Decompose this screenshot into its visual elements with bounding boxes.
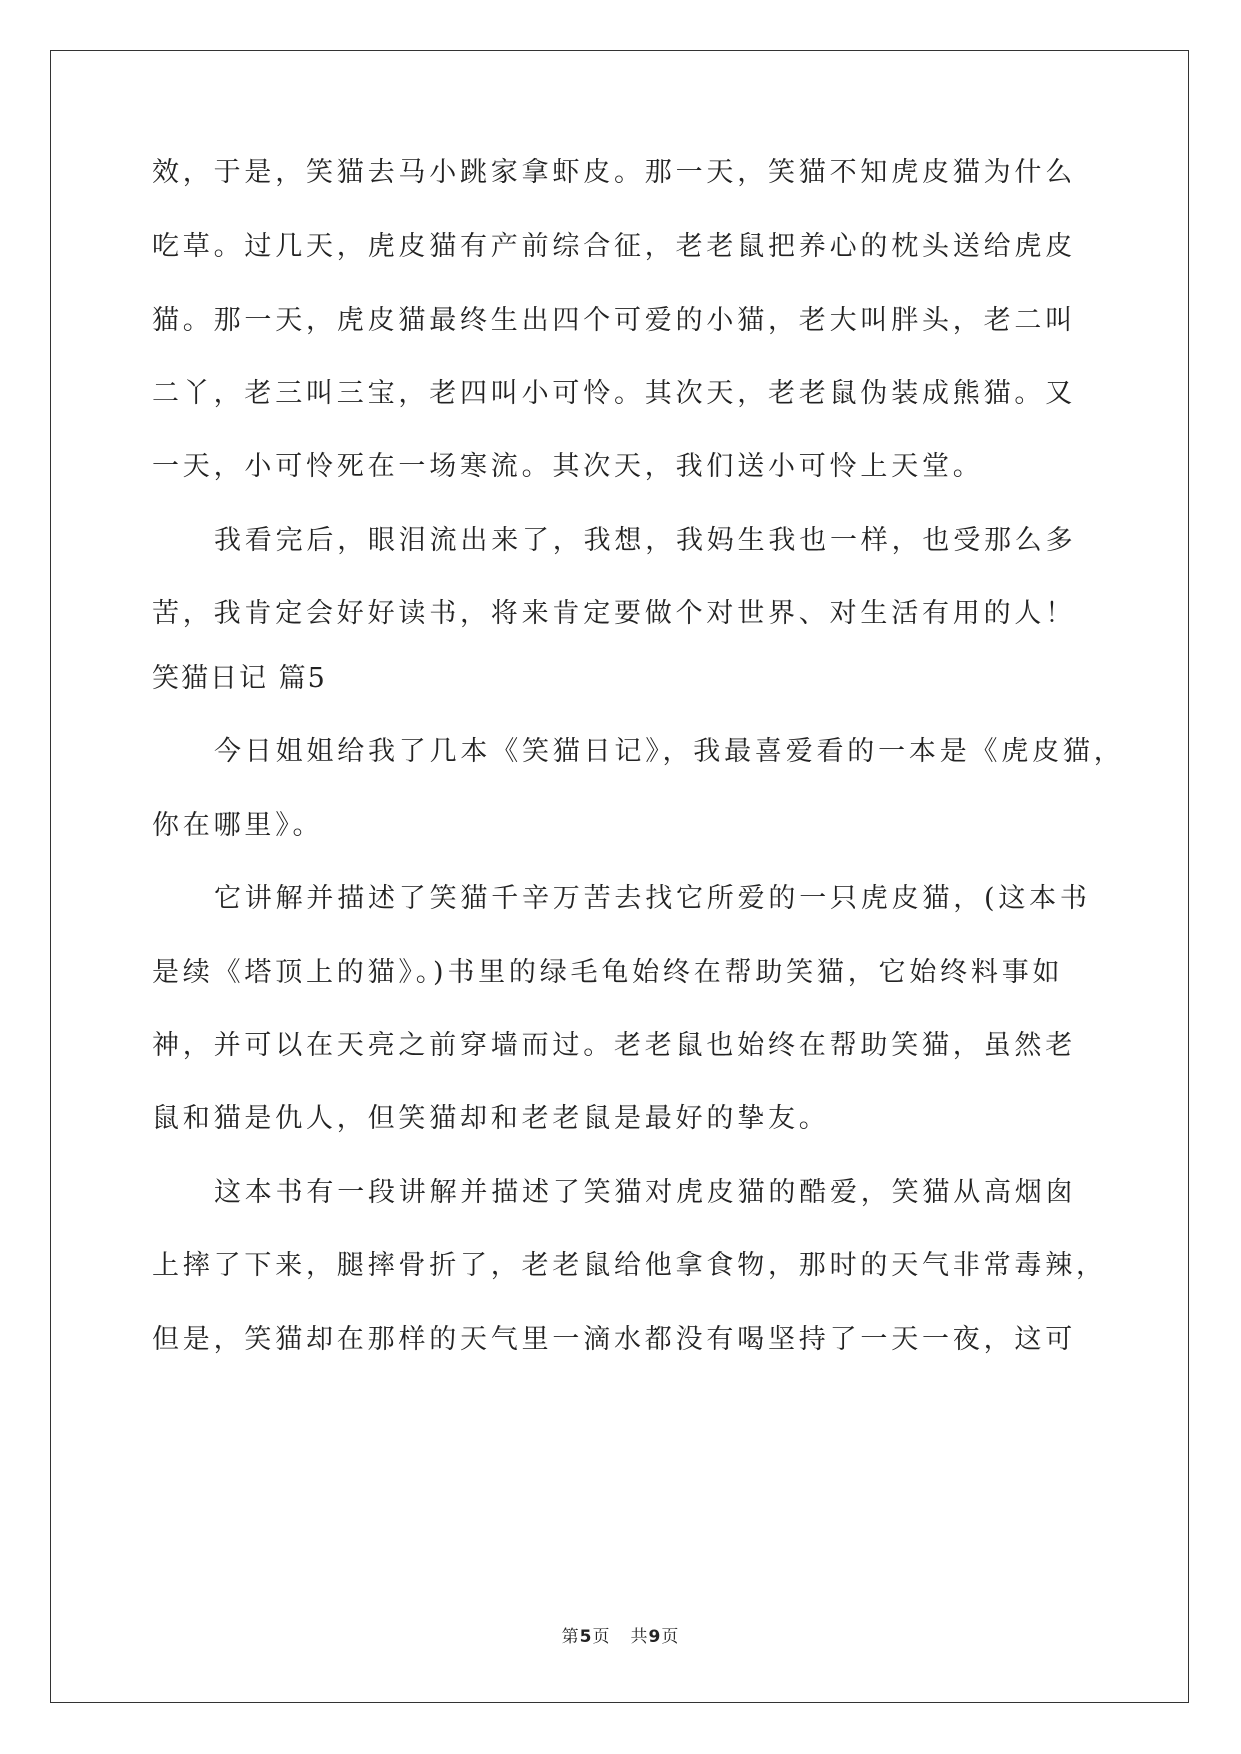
body-text-line: 你在哪里》。 <box>152 810 324 841</box>
body-text-line: 二丫，老三叫三宝，老四叫小可怜。其次天，老老鼠伪装成熊猫。又 <box>152 378 1076 409</box>
paragraph-first-line: 它讲解并描述了笑猫千辛万苦去找它所爱的一只虎皮猫，(这本书 <box>214 883 1091 914</box>
total-label-prefix: 共 <box>630 1627 649 1647</box>
body-text-line: 猫。那一天，虎皮猫最终生出四个可爱的小猫，老大叫胖头，老二叫 <box>152 305 1076 336</box>
body-text-line: 苦，我肯定会好好读书，将来肯定要做个对世界、对生活有用的人！ <box>152 598 1076 629</box>
body-text-line: 吃草。过几天，虎皮猫有产前综合征，老老鼠把养心的枕头送给虎皮 <box>152 231 1076 262</box>
section-heading: 笑猫日记 篇5 <box>152 663 327 694</box>
page-total: 9 <box>648 1627 662 1647</box>
body-text-line: 一天，小可怜死在一场寒流。其次天，我们送小可怜上天堂。 <box>152 451 984 482</box>
page-label-suffix: 页 <box>592 1627 611 1647</box>
page-number: 5 <box>579 1627 593 1647</box>
body-text-line: 效，于是，笑猫去马小跳家拿虾皮。那一天，笑猫不知虎皮猫为什么 <box>152 157 1076 188</box>
paragraph-first-line: 今日姐姐给我了几本《笑猫日记》，我最喜爱看的一本是《虎皮猫， <box>214 736 1125 767</box>
body-text-line: 神，并可以在天亮之前穿墙而过。老老鼠也始终在帮助笑猫，虽然老 <box>152 1030 1076 1061</box>
body-text-line: 鼠和猫是仇人，但笑猫却和老老鼠是最好的挚友。 <box>152 1103 830 1134</box>
page-label-prefix: 第 <box>561 1627 580 1647</box>
body-text-line: 是续《塔顶上的猫》。)书里的绿毛龟始终在帮助笑猫，它始终料事如 <box>152 957 1064 988</box>
paragraph-first-line: 我看完后，眼泪流出来了，我想，我妈生我也一样，也受那么多 <box>214 525 1077 556</box>
body-text-line: 上摔了下来，腿摔骨折了，老老鼠给他拿食物，那时的天气非常毒辣， <box>152 1250 1107 1281</box>
paragraph-first-line: 这本书有一段讲解并描述了笑猫对虎皮猫的酷爱，笑猫从高烟囱 <box>214 1177 1077 1208</box>
page-border <box>50 50 1189 1703</box>
total-label-suffix: 页 <box>661 1627 680 1647</box>
page-footer <box>0 1622 1241 1647</box>
body-text-line: 但是，笑猫却在那样的天气里一滴水都没有喝坚持了一天一夜，这可 <box>152 1324 1076 1355</box>
